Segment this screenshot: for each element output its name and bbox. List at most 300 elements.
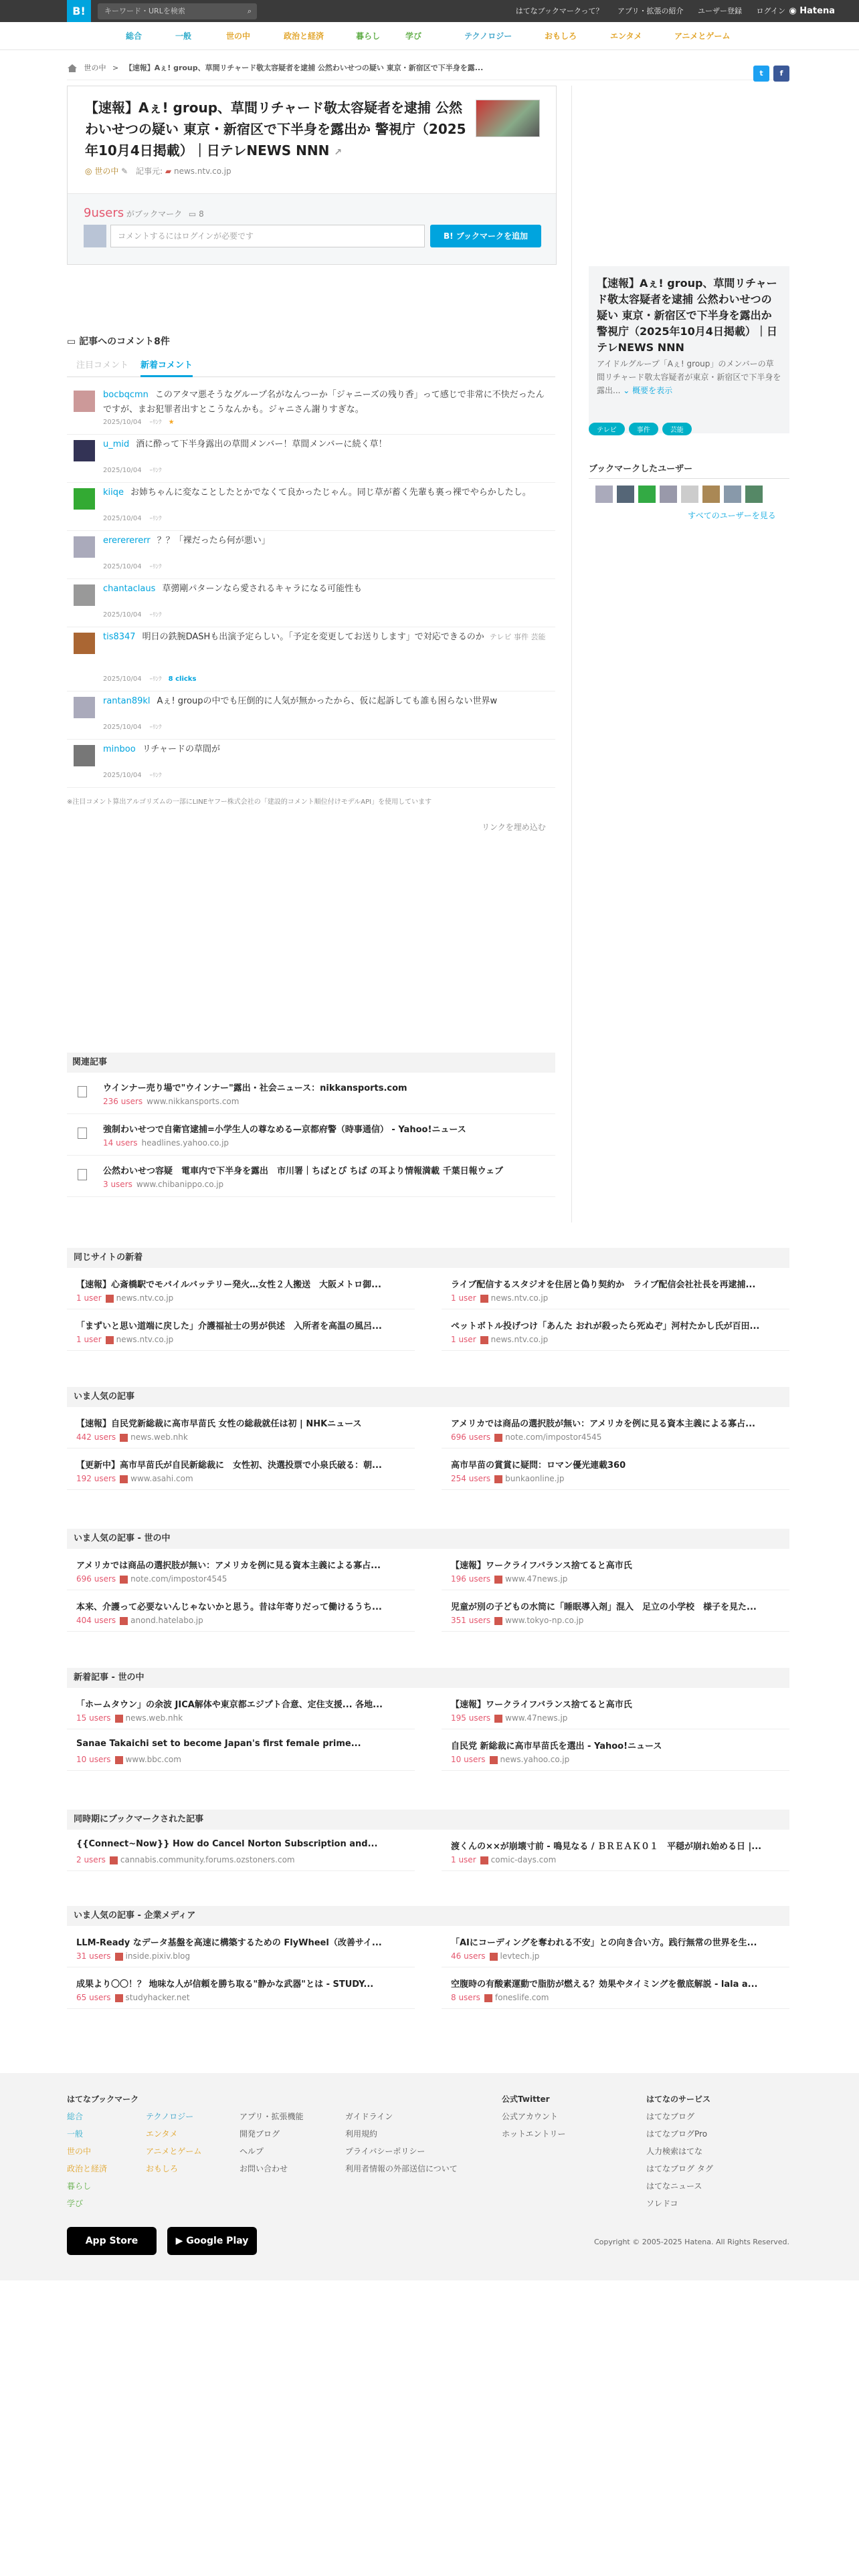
comment-body <box>103 534 551 548</box>
card-source[interactable]: studyhacker.net <box>125 1993 190 2002</box>
card-source[interactable]: news.ntv.co.jp <box>116 1335 174 1344</box>
card-source[interactable]: www.47news.jp <box>505 1713 568 1723</box>
site-favicon-icon <box>115 1715 123 1723</box>
footer-col-services: はてなのサービス はてなブログ はてなブログPro 人力検索はてな はてなブログ タグ はてなニュース ソレドコ <box>646 2090 713 2212</box>
card-title[interactable]: アメリカでは商品の選択肢が無い：アメリカを例に見る資本主義による寡占... <box>76 1561 381 1571</box>
comment-date-text[interactable]: 2025/10/04 <box>103 563 142 570</box>
footer-link[interactable]: 利用者情報の外部送信について <box>345 2164 458 2173</box>
card-title[interactable]: 自民党 新総裁に高市早苗氏を選出 - Yahoo!ニュース <box>451 1741 662 1751</box>
card-users[interactable]: 1 user <box>76 1335 102 1344</box>
site-favicon-icon <box>490 1953 498 1961</box>
card-title[interactable]: 「ホームタウン」の余波 JICA解体や東京都エジプト合意、定住支援... 各地... <box>76 1700 383 1710</box>
comment-date <box>103 417 175 426</box>
card-meta <box>451 1993 549 2002</box>
comment-date-text[interactable]: 2025/10/04 <box>103 515 142 522</box>
card-title[interactable]: アメリカでは商品の選択肢が無い：アメリカを例に見る資本主義による寡占... <box>451 1419 755 1429</box>
entry-thumbnail[interactable] <box>476 100 540 137</box>
site-favicon-icon <box>494 1617 502 1625</box>
card-source[interactable]: comic-days.com <box>490 1855 557 1864</box>
card-meta <box>451 1293 548 1303</box>
edit-icon[interactable]: ✎ <box>121 167 128 176</box>
card-source[interactable]: note.com/impostor4545 <box>130 1574 227 1584</box>
site-favicon-icon <box>494 1475 502 1483</box>
user-avatar[interactable] <box>681 486 698 503</box>
card-source[interactable]: news.web.nhk <box>125 1713 183 1723</box>
comment-date <box>103 610 162 619</box>
avatar[interactable] <box>74 584 95 606</box>
card-title[interactable]: 「まずいと思い道端に戻した」介護福祉士の男が供述 入所者を高温の風呂... <box>76 1321 382 1331</box>
notice: ※注目コメント算出アルゴリズムの一部にLINEヤフー株式会社の「建設的コメント順位付けモデルAPI」を使用しています <box>67 798 432 806</box>
entry-box <box>67 86 557 265</box>
comment-row <box>67 534 555 579</box>
related-meta <box>103 1180 223 1189</box>
related-title[interactable]: 公然わいせつ容疑 電車内で下半身を露出 市川署｜ちばとぴ ちば の耳より情報満載 千葉日報ウェブ <box>103 1166 504 1176</box>
twitter-icon[interactable]: t <box>753 66 769 82</box>
card-source[interactable]: cannabis.community.forums.ozstoners.com <box>120 1855 295 1864</box>
user-avatar[interactable] <box>595 486 613 503</box>
article-card[interactable] <box>67 1732 415 1771</box>
category-4[interactable]: 暮らし <box>356 31 381 41</box>
comment-user[interactable]: erererererr <box>103 536 151 546</box>
footer-link[interactable]: テクノロジー <box>146 2112 194 2121</box>
article-card[interactable] <box>67 1312 415 1351</box>
comment-date-text[interactable]: 2025/10/04 <box>103 419 142 426</box>
card-title[interactable]: Sanae Takaichi set to become Japan's first female prime... <box>76 1739 361 1749</box>
facebook-icon[interactable]: f <box>773 66 789 82</box>
footer-col-twitter: 公式Twitter 公式アカウント ホットエントリー <box>502 2090 566 2143</box>
sidebar-title[interactable]: 【速報】Aぇ! group、草間リチャード敬太容疑者を逮捕 公然わいせつの疑い 東京・新宿区で下半身を露出か 警視庁（2025年10月4日掲載）｜日テレNEWS NNN <box>597 277 777 354</box>
footer-col-apps <box>240 2108 304 2177</box>
comment-date-text[interactable]: 2025/10/04 <box>103 467 142 474</box>
footer-link[interactable]: ソレドコ <box>646 2199 678 2208</box>
copyright: Copyright © 2005-2025 Hatena. All Rights Reserved. <box>593 2238 789 2246</box>
card-users[interactable]: 1 user <box>76 1293 102 1303</box>
comment-link[interactable]: ｰﾘﾝｸ <box>149 516 162 522</box>
section-heading: 同じサイトの新着 <box>67 1248 789 1268</box>
site-favicon-icon <box>494 1434 502 1442</box>
site-favicon-icon <box>494 1576 502 1584</box>
tag[interactable]: テレビ <box>589 423 625 435</box>
site-favicon-icon <box>120 1617 128 1625</box>
comment-user[interactable]: u_mid <box>103 439 130 449</box>
article-card[interactable] <box>442 1732 789 1771</box>
card-users[interactable]: 254 users <box>451 1474 491 1483</box>
article-card[interactable] <box>442 1970 789 2009</box>
tag[interactable]: 事件 <box>629 423 658 435</box>
article-card[interactable] <box>442 1593 789 1632</box>
section-heading: いま人気の記事 - 世の中 <box>67 1529 789 1549</box>
category-8[interactable]: エンタメ <box>610 31 642 41</box>
category-5[interactable]: 学び <box>405 31 422 41</box>
related-item[interactable] <box>67 1115 555 1156</box>
tab-popular[interactable]: 注目コメント <box>76 360 129 370</box>
hatena-bookmark-logo[interactable]: B! <box>67 0 91 22</box>
footer-link[interactable]: 開発ブログ <box>240 2129 280 2139</box>
article-card[interactable] <box>67 1832 415 1871</box>
article-card[interactable] <box>442 1551 789 1590</box>
footer-link[interactable]: エンタメ <box>146 2129 178 2139</box>
footer-link[interactable]: はてなニュース <box>646 2181 702 2191</box>
article-card[interactable] <box>67 1410 415 1448</box>
comment-link[interactable]: ｰﾘﾝｸ <box>149 564 162 570</box>
comment-link[interactable]: ｰﾘﾝｸ <box>149 419 162 426</box>
comment-link[interactable]: ｰﾘﾝｸ <box>149 612 162 619</box>
card-source[interactable]: foneslife.com <box>494 1993 549 2002</box>
card-source[interactable]: anond.hatelabo.jp <box>130 1616 203 1625</box>
footer-link[interactable]: プライバシーポリシー <box>345 2147 425 2156</box>
related-source[interactable]: headlines.yahoo.co.jp <box>141 1138 229 1148</box>
breadcrumb-title: 【速報】Aぇ! group、草間リチャード敬太容疑者を逮捕 公然わいせつの疑い 東京・新宿区で下半身を露... <box>124 64 484 72</box>
card-title[interactable]: 【速報】自民党新総裁に高市早苗氏 女性の総裁就任は初 | NHKニュース <box>76 1419 362 1429</box>
card-title[interactable]: ライブ配信するスタジオを住居と偽り契約か ライブ配信会社社長を再逮捕... <box>451 1280 756 1290</box>
footer-col-bookmark: はてなブックマーク 総合 一般 世の中 政治と経済 暮らし 学び <box>67 2090 138 2212</box>
card-meta <box>451 1755 569 1764</box>
article-card[interactable] <box>442 1410 789 1448</box>
related-item[interactable] <box>67 1157 555 1197</box>
section <box>67 1387 789 1483</box>
hatena-icon: ◉ <box>789 6 797 16</box>
card-meta <box>76 1713 183 1723</box>
comment-body <box>103 582 551 597</box>
comment-icon: ▭ <box>188 209 197 219</box>
site-favicon-icon <box>120 1434 128 1442</box>
avatar[interactable] <box>74 391 95 412</box>
comment-user[interactable]: minboo <box>103 744 136 754</box>
card-meta <box>451 1335 548 1344</box>
entry-source[interactable]: news.ntv.co.jp <box>173 167 231 176</box>
comment-user[interactable]: bocbqcmn <box>103 390 149 400</box>
card-title[interactable]: LLM-Ready なデータ基盤を高速に構築するための FlyWheel（改善サイ... <box>76 1938 382 1948</box>
avatar[interactable] <box>74 536 95 558</box>
about-link[interactable]: はてなブックマークって？ <box>515 7 603 15</box>
article-card[interactable] <box>67 1593 415 1632</box>
card-source[interactable]: inside.pixiv.blog <box>125 1951 191 1961</box>
comments-heading: ▭ 記事へのコメント8件 <box>67 336 170 347</box>
card-title[interactable]: 【速報】ワークライフバランス捨てると高市氏 <box>451 1561 632 1571</box>
user-avatar[interactable] <box>660 486 677 503</box>
comment-row <box>67 437 555 483</box>
related-source[interactable]: www.chibanippo.co.jp <box>136 1180 224 1189</box>
footer-link[interactable]: ガイドライン <box>345 2112 393 2121</box>
comment-body <box>103 486 551 500</box>
card-users[interactable]: 1 user <box>451 1855 476 1864</box>
card-title[interactable]: 児童が別の子どもの水筒に「睡眠導入剤」混入 足立の小学校 様子を見た... <box>451 1602 757 1612</box>
search-icon[interactable]: ⌕ <box>247 7 252 15</box>
user-avatar[interactable] <box>745 486 763 503</box>
card-source[interactable]: news.ntv.co.jp <box>116 1293 174 1303</box>
comment-tabs <box>67 354 555 377</box>
footer-link[interactable]: 暮らし <box>67 2181 92 2191</box>
comment-user[interactable]: rantan89kl <box>103 696 151 706</box>
see-all-users-link[interactable]: すべてのユーザーを見る <box>688 511 776 520</box>
card-meta <box>76 1616 203 1625</box>
category-7[interactable]: おもしろ <box>545 31 577 41</box>
category-1[interactable]: 一般 <box>175 31 192 41</box>
footer <box>0 2073 859 2280</box>
footer-link[interactable]: はてなブログ タグ <box>646 2164 713 2173</box>
card-title[interactable]: 【更新中】高市早苗氏が自民新総裁に 女性初、決選投票で小泉氏破る：朝... <box>76 1461 382 1471</box>
article-card[interactable] <box>67 1691 415 1729</box>
site-favicon-icon <box>110 1856 118 1864</box>
comment-row <box>67 694 555 740</box>
footer-link[interactable]: お問い合わせ <box>240 2164 288 2173</box>
related-users[interactable]: 236 users <box>103 1097 143 1106</box>
card-meta <box>451 1574 567 1584</box>
breadcrumb-category[interactable]: 世の中 <box>84 64 106 72</box>
article-card[interactable] <box>67 1929 415 1967</box>
bookmarked-users-heading: ブックマークしたユーザー <box>589 461 789 479</box>
avatar[interactable] <box>74 633 95 654</box>
card-meta <box>76 1432 188 1442</box>
card-source[interactable]: news.ntv.co.jp <box>490 1335 549 1344</box>
related-title[interactable]: 強制わいせつで自衛官逮捕=小学生人の尊なめる—京都府警（時事通信） - Yahoo!ニュース <box>103 1125 466 1135</box>
card-meta <box>451 1951 539 1961</box>
card-users[interactable]: 8 users <box>451 1993 480 2002</box>
footer-link[interactable]: 政治と経済 <box>67 2164 108 2173</box>
comment-text: Aぇ! groupの中でも圧倒的に人気が無かったから、仮に起訴しても誰も困らない世界w <box>157 696 498 706</box>
login-link[interactable]: ログイン <box>756 7 785 15</box>
tab-new[interactable]: 新着コメント <box>140 354 193 377</box>
card-users[interactable]: 351 users <box>451 1616 491 1625</box>
comment-date <box>103 562 162 570</box>
card-users[interactable]: 65 users <box>76 1993 111 2002</box>
comment-date <box>103 674 196 683</box>
footer-link[interactable]: ホットエントリー <box>502 2129 566 2139</box>
user-avatar[interactable] <box>724 486 741 503</box>
comment-input[interactable]: コメントするにはログインが必要です <box>110 225 425 247</box>
footer-link[interactable]: 利用規約 <box>345 2129 378 2139</box>
external-link-icon[interactable]: ↗ <box>334 147 343 158</box>
site-favicon-icon <box>490 1756 498 1764</box>
related-source[interactable]: www.nikkansports.com <box>147 1097 240 1106</box>
card-title[interactable]: {{Connect~Now}} How do Cancel Norton Subscription and... <box>76 1839 378 1849</box>
related-users[interactable]: 3 users <box>103 1180 132 1189</box>
avatar[interactable] <box>74 488 95 510</box>
card-users[interactable]: 10 users <box>76 1755 111 1764</box>
clicks-count[interactable]: 8 clicks <box>168 675 197 683</box>
related-item[interactable] <box>67 1074 555 1114</box>
users-count[interactable]: 9users がブックマーク ▭ 8 <box>84 206 204 220</box>
search-input[interactable]: キーワード・URLを検索 ⌕ <box>98 3 257 19</box>
card-source[interactable]: bunkaonline.jp <box>505 1474 565 1483</box>
footer-link[interactable]: はてなブログ <box>646 2112 695 2121</box>
site-favicon-icon <box>120 1475 128 1483</box>
site-favicon-icon <box>106 1295 114 1303</box>
article-card[interactable] <box>442 1312 789 1351</box>
card-meta <box>76 1993 190 2002</box>
footer-link[interactable]: 世の中 <box>67 2147 92 2156</box>
card-meta <box>76 1855 295 1864</box>
comment-text: 明日の鉄腕DASHも出演予定らしい。「予定を変更してお送りします」で対応できるのか <box>142 632 484 642</box>
card-users[interactable]: 196 users <box>451 1574 491 1584</box>
card-title[interactable]: 「AIにコーディングを奪われる不安」との向き合い方。践行無常の世界を生... <box>451 1938 757 1948</box>
category-2[interactable]: 世の中 <box>226 31 251 41</box>
card-meta <box>76 1474 193 1483</box>
card-title[interactable]: 成果より〇〇！？ 地味な人が信頼を勝ち取る"静かな武器"とは - STUDY... <box>76 1979 374 1990</box>
comment-text: このアタマ悪そうなグループ名がなんつーか「ジャニーズの残り香」って感じで非常に不快だったんですが、まお犯罪者出すとこうなんかも。ジャニさん謝りすぎな。 <box>103 390 545 415</box>
article-card[interactable] <box>67 1271 415 1309</box>
top-links <box>504 0 785 22</box>
card-users[interactable]: 442 users <box>76 1432 116 1442</box>
card-source[interactable]: note.com/impostor4545 <box>505 1432 602 1442</box>
article-card[interactable] <box>67 1970 415 2009</box>
comment-user[interactable]: tis8347 <box>103 632 136 642</box>
comment-user[interactable]: chantaclaus <box>103 584 156 594</box>
comment-date-text[interactable]: 2025/10/04 <box>103 724 142 731</box>
card-source[interactable]: news.web.nhk <box>130 1432 188 1442</box>
card-source[interactable]: www.tokyo-np.co.jp <box>505 1616 584 1625</box>
card-source[interactable]: www.47news.jp <box>505 1574 568 1584</box>
card-title[interactable]: 高市早苗の賞賞に疑問：ロマン優光連載360 <box>451 1461 626 1471</box>
document-icon <box>78 1169 87 1180</box>
google-play-badge[interactable]: ▶ Google Play <box>167 2227 257 2255</box>
avatar[interactable] <box>74 697 95 718</box>
comment-date <box>103 722 162 731</box>
show-summary-link[interactable]: ⌄ 概要を表示 <box>623 386 673 395</box>
comment-date <box>103 770 162 779</box>
entry-category[interactable]: 世の中 <box>94 167 119 176</box>
card-users[interactable]: 696 users <box>76 1574 116 1584</box>
card-users[interactable]: 10 users <box>451 1755 486 1764</box>
article-card[interactable] <box>67 1551 415 1590</box>
comment-link[interactable]: ｰﾘﾝｸ <box>149 467 162 474</box>
card-title[interactable]: 【速報】心斎橋駅でモバイルバッテリー発火…女性２人搬送 大阪メトロ御... <box>76 1280 381 1290</box>
comment-body <box>103 694 551 709</box>
comment-text: 酒に酔って下半身露出の草間メンバー！草間メンバーに続く草！ <box>136 439 387 449</box>
card-source[interactable]: news.yahoo.co.jp <box>500 1755 570 1764</box>
avatar[interactable] <box>74 440 95 461</box>
footer-link[interactable]: おもしろ <box>146 2164 179 2173</box>
footer-link[interactable]: 人力検索はてな <box>646 2147 703 2156</box>
site-favicon-icon <box>480 1295 488 1303</box>
footer-link[interactable]: 総合 <box>67 2112 84 2121</box>
card-meta <box>451 1616 583 1625</box>
comment-date-text[interactable]: 2025/10/04 <box>103 675 142 683</box>
category-nav <box>0 22 859 50</box>
article-card[interactable] <box>442 1691 789 1729</box>
comment-link[interactable]: ｰﾘﾝｸ <box>149 772 162 779</box>
avatar[interactable] <box>74 745 95 766</box>
comment-date-text[interactable]: 2025/10/04 <box>103 611 142 619</box>
card-users[interactable]: 46 users <box>451 1951 486 1961</box>
related-title[interactable]: ウインナー売り場で"ウインナー"露出・社会ニュース：nikkansports.com <box>103 1083 407 1093</box>
section <box>67 1668 789 1764</box>
card-users[interactable]: 195 users <box>451 1713 491 1723</box>
footer-link[interactable]: 公式アカウント <box>502 2112 558 2121</box>
related-meta <box>103 1097 239 1106</box>
card-meta <box>451 1432 601 1442</box>
comment-row <box>67 486 555 531</box>
card-title[interactable]: 【速報】ワークライフバランス捨てると高市氏 <box>451 1700 632 1710</box>
user-avatar[interactable] <box>702 486 720 503</box>
home-icon[interactable] <box>67 64 78 73</box>
avatar <box>84 225 106 247</box>
comment-text: ？？「裸だったら何が悪い」 <box>157 536 270 546</box>
card-users[interactable]: 1 user <box>451 1293 476 1303</box>
apps-link[interactable]: アプリ・拡張の紹介 <box>617 7 684 15</box>
user-avatar[interactable] <box>617 486 634 503</box>
comment-user[interactable]: kiiqe <box>103 488 124 498</box>
card-users[interactable]: 1 user <box>451 1335 476 1344</box>
comment-row <box>67 630 555 691</box>
user-avatar[interactable] <box>638 486 656 503</box>
footer-link[interactable]: アニメとゲーム <box>146 2147 202 2156</box>
card-source[interactable]: www.bbc.com <box>125 1755 181 1764</box>
footer-col-legal <box>345 2108 458 2177</box>
card-title[interactable]: 空腹時の有酸素運動で脂肪が燃える？効果やタイミングを徹底解説 - lala a... <box>451 1979 758 1990</box>
card-title[interactable]: 本来、介護って必要ないんじゃないかと思う。昔は年寄りだって働けるうち... <box>76 1602 382 1612</box>
related-users[interactable]: 14 users <box>103 1138 138 1148</box>
footer-link[interactable]: アプリ・拡張機能 <box>240 2112 304 2121</box>
footer-link[interactable]: はてなブログPro <box>646 2129 708 2139</box>
sidebar-description: アイドルグループ「Aぇ! group」のメンバーの草間リチャード敬太容疑者が東京・新宿区で下半身を露出... ⌄ 概要を表示 <box>597 359 781 395</box>
card-users[interactable]: 192 users <box>76 1474 116 1483</box>
article-card[interactable] <box>442 1832 789 1871</box>
category-9[interactable]: アニメとゲーム <box>674 31 731 41</box>
section <box>67 1810 789 1864</box>
comment-body <box>103 388 551 417</box>
sidebar-tags <box>589 423 696 435</box>
category-0[interactable]: 総合 <box>126 31 142 41</box>
app-store-badge[interactable]: App Store <box>67 2227 157 2255</box>
register-link[interactable]: ユーザー登録 <box>698 7 743 15</box>
card-source[interactable]: www.asahi.com <box>130 1474 193 1483</box>
card-title[interactable]: ペットボトル投げつけ「あんた おれが殺ったら死ぬぞ」河村たかし氏が百田... <box>451 1321 760 1331</box>
site-favicon-icon <box>106 1336 114 1344</box>
embed-link[interactable]: リンクを埋め込む <box>482 823 546 832</box>
section <box>67 1529 789 1625</box>
card-users[interactable]: 15 users <box>76 1713 111 1723</box>
column-divider <box>571 86 572 1222</box>
category-3[interactable]: 政治と経済 <box>284 31 324 41</box>
comment-date <box>103 514 162 522</box>
card-users[interactable]: 404 users <box>76 1616 116 1625</box>
card-users[interactable]: 31 users <box>76 1951 111 1961</box>
card-users[interactable]: 696 users <box>451 1432 491 1442</box>
comment-link[interactable]: ｰﾘﾝｸ <box>149 724 162 731</box>
article-card[interactable] <box>442 1929 789 1967</box>
source-favicon-icon: ▰ <box>165 167 172 176</box>
star-icon[interactable]: ★ <box>168 419 175 426</box>
comment-date-text[interactable]: 2025/10/04 <box>103 772 142 779</box>
site-favicon-icon <box>115 1994 123 2002</box>
section-heading: いま人気の記事 <box>67 1387 789 1407</box>
card-source[interactable]: levtech.jp <box>500 1951 540 1961</box>
entry-title[interactable]: 【速報】Aぇ! group、草間リチャード敬太容疑者を逮捕 公然わいせつの疑い 東京・新宿区で下半身を露出か 警視庁（2025年10月4日掲載）｜日テレNEWS NNN ↗ <box>85 100 466 158</box>
article-card[interactable] <box>67 1451 415 1490</box>
comment-body <box>103 630 551 645</box>
site-favicon-icon <box>480 1336 488 1344</box>
bookmark-area <box>68 193 556 264</box>
comment-link[interactable]: ｰﾘﾝｸ <box>149 676 162 683</box>
comment-tags[interactable]: テレビ 事件 芸能 <box>489 633 546 641</box>
card-meta <box>76 1951 190 1961</box>
comment-date <box>103 465 162 474</box>
article-card[interactable] <box>442 1271 789 1309</box>
card-source[interactable]: news.ntv.co.jp <box>490 1293 549 1303</box>
tag[interactable]: 芸能 <box>662 423 692 435</box>
card-users[interactable]: 2 users <box>76 1855 106 1864</box>
add-bookmark-button[interactable]: B! ブックマークを追加 <box>430 225 541 247</box>
footer-link[interactable]: 学び <box>67 2199 84 2208</box>
footer-link[interactable]: ヘルプ <box>240 2147 264 2156</box>
hatena-brand[interactable]: ◉ Hatena <box>789 6 835 16</box>
category-6[interactable]: テクノロジー <box>464 31 512 41</box>
card-title[interactable]: 渡くんの××が崩壊寸前 - 鳴見なる / ＢＲＥＡＫ０１ 平穏が崩れ始める日 |... <box>451 1842 762 1852</box>
article-card[interactable] <box>442 1451 789 1490</box>
footer-link[interactable]: 一般 <box>67 2129 84 2139</box>
share-buttons <box>749 62 789 86</box>
